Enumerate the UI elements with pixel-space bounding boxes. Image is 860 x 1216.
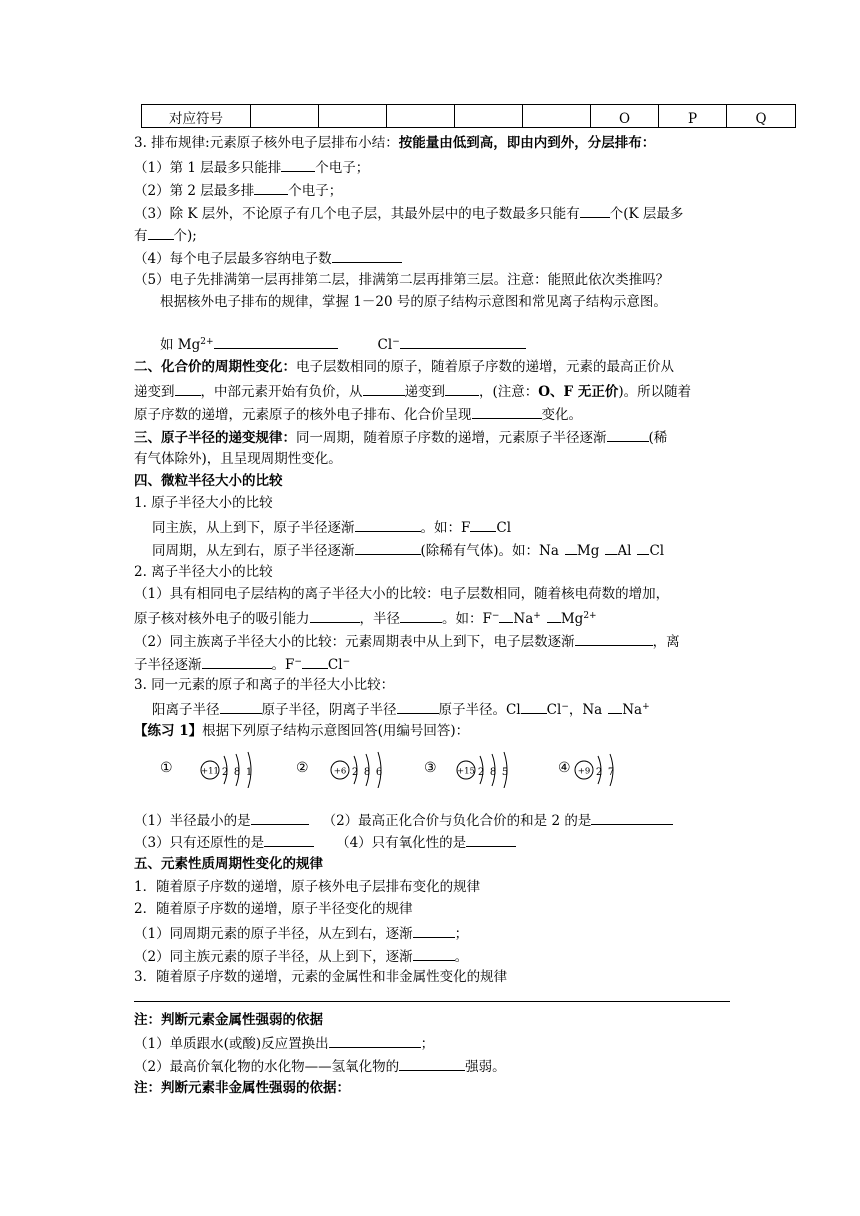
table-cell [319,105,387,128]
section-4-2c: （2）同主族离子半径大小的比较：元素周期表中从上到下，电子层数逐渐 ，离 [134,631,680,651]
shell-count: 5 [501,767,509,778]
question-row-1: （1）半径最小的是 （2）最高正化合价与负化合价的和是 2 的是 [134,810,673,830]
ion-example-line: 如 $Mg^{2+}$ Cl− [160,334,526,354]
shell-count: 2 [351,767,359,778]
table-cell [251,105,319,128]
exercise-1-heading: 【练习 1】根据下列原子结构示意图回答(用编号回答)： [134,723,470,739]
note-2-heading: 注：判断元素非金属性强弱的依据： [134,1080,350,1096]
table-cell [387,105,455,128]
rule-note: 根据核外电子排布的规律，掌握 1－20 号的原子结构示意图和常见离子结构示意图。 [160,294,667,310]
section-4-2d: 子半径逐渐 。F− Cl− [134,654,350,674]
atom-diagram-svg [572,748,632,788]
shell-count: 2 [595,767,603,778]
rule-1: （1）第 1 层最多只能排 个电子； [134,157,369,177]
nucleus-charge: +9 [577,766,591,777]
rule-line: 3. 排布规律:元素原子核外电子层排布小结：按能量由低到高，即由内到外，分层排布： [134,135,656,151]
shell-count: 8 [363,767,371,778]
shell-count: 2 [477,767,485,778]
note-1b: （2）最高价氧化物的水化物——氢氧化物的 强弱。 [134,1056,506,1076]
rule-2: （2）第 2 层最多排 个电子； [134,180,342,200]
section-4-heading: 四、微粒半径大小的比较 [134,473,283,489]
section-4-3a: 阳离子半径 原子半径，阴离子半径 原子半径。Cl Cl−，Na Na+ [152,699,650,719]
atom-diagram-3 [424,748,534,788]
section-5-1: 1．随着原子序数的递增，原子核外电子层排布变化的规律 [134,879,481,895]
atom-diagram-1 [160,748,270,788]
section-3-line-1: 三、原子半径的递变规律：同一周期，随着原子序数的递增，元素原子半径逐渐 (稀 [134,427,667,447]
table-header-cell: 对应符号 [142,105,251,128]
section-4-2: 2. 离子半径大小的比较 [134,564,273,580]
section-4-1a: 同主族，从上到下，原子半径逐渐 。如：F Cl [152,517,511,537]
note-1-heading: 注：判断元素金属性强弱的依据 [134,1012,323,1028]
section-4-3: 3. 同一元素的原子和离子的半径大小比较： [134,677,395,693]
table-cell: Q [727,105,796,128]
section-5-2: 2．随着原子序数的递增，原子半径变化的规律 [134,901,413,917]
rule-5: （5）电子先排满第一层再排第二层，排满第二层再排第三层。注意：能照此依次类推吗？ [134,272,670,288]
nucleus-charge: +11 [201,766,219,777]
diagram-label: ③ [424,760,437,776]
shell-count: 8 [489,767,497,778]
symbol-table [141,104,796,128]
shell-count: 8 [233,767,241,778]
rule-3: （3）除 K 层外，不论原子有几个电子层，其最外层中的电子数最多只能有 个(K 层最多 [134,203,683,223]
shell-count: 7 [607,767,615,778]
section-5-2a: （1）同周期元素的原子半径，从左到右，逐渐 ； [134,923,468,943]
table-cell [523,105,591,128]
section-3-line-2: 有气体除外)，且呈现周期性变化。 [134,451,342,467]
nucleus-charge: +15 [457,766,475,777]
section-2-line-1: 二、化合价的周期性变化：电子层数相同的原子，随着原子序数的递增，元素的最高正价从 [134,359,674,375]
rule-3-cont: 有 个); [134,225,197,245]
note-1a: （1）单质跟水(或酸)反应置换出 ； [134,1033,434,1053]
table-cell [455,105,523,128]
section-4-1b: 同周期，从左到右，原子半径逐渐 (除稀有气体)。如：Na Mg Al Cl [152,540,664,560]
section-2-line-3: 原子序数的递增，元素原子的核外电子排布、化合价呈现 变化。 [134,404,582,424]
table-cell: O [591,105,659,128]
atom-diagram-4 [558,748,648,788]
section-4-2a: （1）具有相同电子层结构的离子半径大小的比较：电子层数相同，随着核电荷数的增加， [134,586,670,602]
diagram-label: ① [160,760,173,776]
rule-4: （4）每个电子层最多容纳电子数 [134,248,402,268]
divider [134,1001,730,1002]
atom-diagram-svg [454,748,526,788]
section-4-2b: 原子核对核外电子的吸引能力 ，半径 。如：F− Na+ $Mg^{2+}$ [134,608,597,628]
shell-count: 2 [221,767,229,778]
atom-diagram-svg [328,748,400,788]
shell-count: 1 [245,767,253,778]
table-cell: P [659,105,727,128]
question-row-2: （3）只有还原性的是 （4）只有氧化性的是 [134,832,516,852]
shell-count: 6 [375,767,383,778]
atom-diagram-2 [296,748,406,788]
atom-diagram-svg [198,748,270,788]
section-5-heading: 五、元素性质周期性变化的规律 [134,856,323,872]
section-5-2b: （2）同主族元素的原子半径，从上到下，逐渐 。 [134,946,468,966]
diagram-label: ④ [558,760,571,776]
diagram-label: ② [296,760,309,776]
nucleus-charge: +6 [333,766,347,777]
section-5-3: 3．随着原子序数的递增，元素的金属性和非金属性变化的规律 [134,969,508,985]
section-2-line-2: 递变到 ，中部元素开始有负价，从 递变到 ，(注意：O、F 无正价)。所以随着 [134,381,691,401]
section-4-1: 1. 原子半径大小的比较 [134,495,273,511]
